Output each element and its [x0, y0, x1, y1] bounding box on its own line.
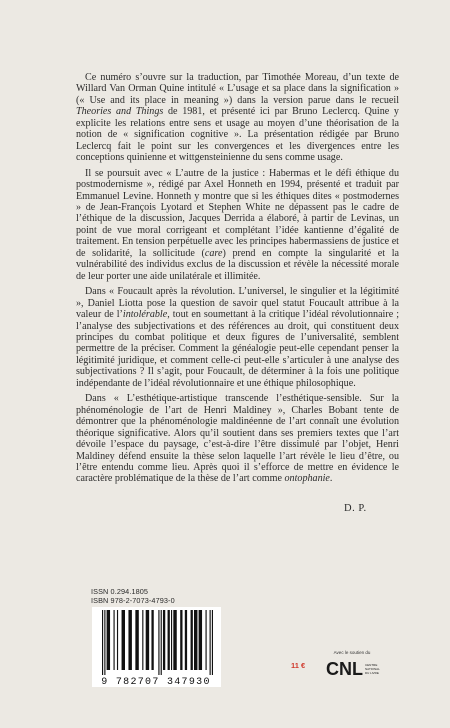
cnl-sub-1: CENTRE	[365, 663, 378, 667]
barcode-bar	[128, 610, 131, 670]
barcode-bar	[102, 610, 103, 675]
paragraph-maldiney: Dans « L’esthétique-artistique transcende l’esthétique-sensible. Sur la phénoménologie de l’art de Henri Maldiney », Charles Bobant tente de démontrer que la phénoménologie maldinéenne de l’art connaît une évolution théorique significative. Alors qu’il soutient dans ses premiers textes que l’art dévoile l’espace du paysage, c’est-à-dire l’être dissimulé par l’objet, Henri Maldiney défend ensuite la thèse selon laquelle l’art révèle le lieu d’être, ou l’être entendu comme lieu. Après quoi il s’efforce de mettre en évidence le caractère problématique de la thèse de l’art comme ontophanie.	[76, 393, 399, 485]
barcode-bar	[104, 610, 105, 675]
barcode-bar	[146, 610, 149, 670]
barcode-bar	[212, 610, 213, 675]
barcode-image	[92, 607, 221, 687]
paragraph-quine: Ce numéro s’ouvre sur la traduction, par Timothée Moreau, d’un texte de Willard Van Orman Quine intitulé « L’usage et sa place dans la signification » (« Use and its place in meaning ») dans la version parue dans le recueil Theories and Things de 1981, et présenté ici par Bruno Leclercq. Quine y explicite les relations entre sens et usage au moyen d’une théorisation de la notion de « signification cognitive ». La présentation rédigée par Bruno Leclercq fait le point sur les convergences et les divergences entre les conceptions quinienne et wittgensteinienne du sens comme usage.	[76, 72, 399, 164]
issn-number: ISSN 0.294.1805	[91, 587, 149, 596]
barcode-bar	[122, 610, 125, 670]
cnl-sub-3: DU LIVRE	[365, 671, 379, 675]
barcode-bar	[168, 610, 170, 670]
barcode-bar	[161, 610, 162, 675]
price-label: 11 €	[291, 661, 306, 670]
barcode-bar	[194, 610, 197, 670]
barcode-bar	[210, 610, 211, 675]
barcode-digits: 9 782707 347930	[101, 677, 211, 687]
signature-initials: D. P.	[344, 503, 367, 514]
cnl-logo-icon	[322, 657, 382, 679]
barcode-bar	[173, 610, 176, 670]
barcode-bar	[163, 610, 165, 670]
barcode-bar	[206, 610, 207, 670]
support-label: Avec le soutien du	[333, 650, 371, 655]
barcode-bar	[142, 610, 143, 670]
paragraph-honneth: Il se poursuit avec « L’autre de la justice : Habermas et le défi éthique du postmodernisme », rédigé par Axel Honneth en 1994, présenté et traduit par Emmanuel Levine. Honneth y montre que si les éthiques dites « postmodernes » de Jean-François Lyotard et Stephen White ne dépassent pas le cadre de l’éthique de la discussion, Jacques Derrida a élaboré, à partir de Levinas, un point de vue moral corrigeant et complétant l’idée kantienne d’égalité de traitement. En tension perpétuelle avec les principes habermassiens de justice et de solidarité, la sollicitude (care) prend en compte la singularité et la vulnérabilité des individus exclus de la discussion et révèle la nécessité morale de leur porter une aide unilatérale et illimitée.	[76, 167, 399, 282]
barcode	[92, 607, 221, 687]
barcode-bar	[135, 610, 138, 670]
barcode-bar	[185, 610, 187, 670]
barcode-bar	[180, 610, 182, 670]
barcode-bar	[171, 610, 172, 670]
barcode-bar	[114, 610, 115, 670]
barcode-bar	[107, 610, 110, 670]
cnl-logo	[322, 657, 382, 679]
barcode-bar	[199, 610, 202, 670]
barcode-bar	[158, 610, 159, 675]
summary-text	[76, 72, 399, 489]
isbn-number: ISBN 978-2-7073-4793-0	[91, 596, 175, 605]
isbn-block	[91, 587, 175, 605]
cnl-sub-2: NATIONAL	[365, 667, 380, 671]
cnl-logo-text: CNL	[326, 659, 363, 679]
barcode-bar	[117, 610, 118, 670]
barcode-bar	[191, 610, 193, 670]
paragraph-foucault: Dans « Foucault après la révolution. L’universel, le singulier et la légitimité », Daniel Liotta pose la question de savoir quel statut Foucault attribue à la valeur de l’intolérable, tout en soumettant à la critique l’idéal révolutionnaire ; l’analyse des subjectivations et des références au droit, qui constituent deux principes du combat politique et deux figures de l’universalité, semblent permettre de la préciser. Comment la généalogie peut-elle cependant penser la légitimité juridique, et comment celle-ci peut-elle s’articuler à une analyse des subjectivations ? Il s’agit, pour Foucault, de déterminer à la fois une politique indépendante de l’idéal révolutionnaire et une éthique philosophique.	[76, 286, 399, 389]
barcode-bar	[151, 610, 153, 670]
